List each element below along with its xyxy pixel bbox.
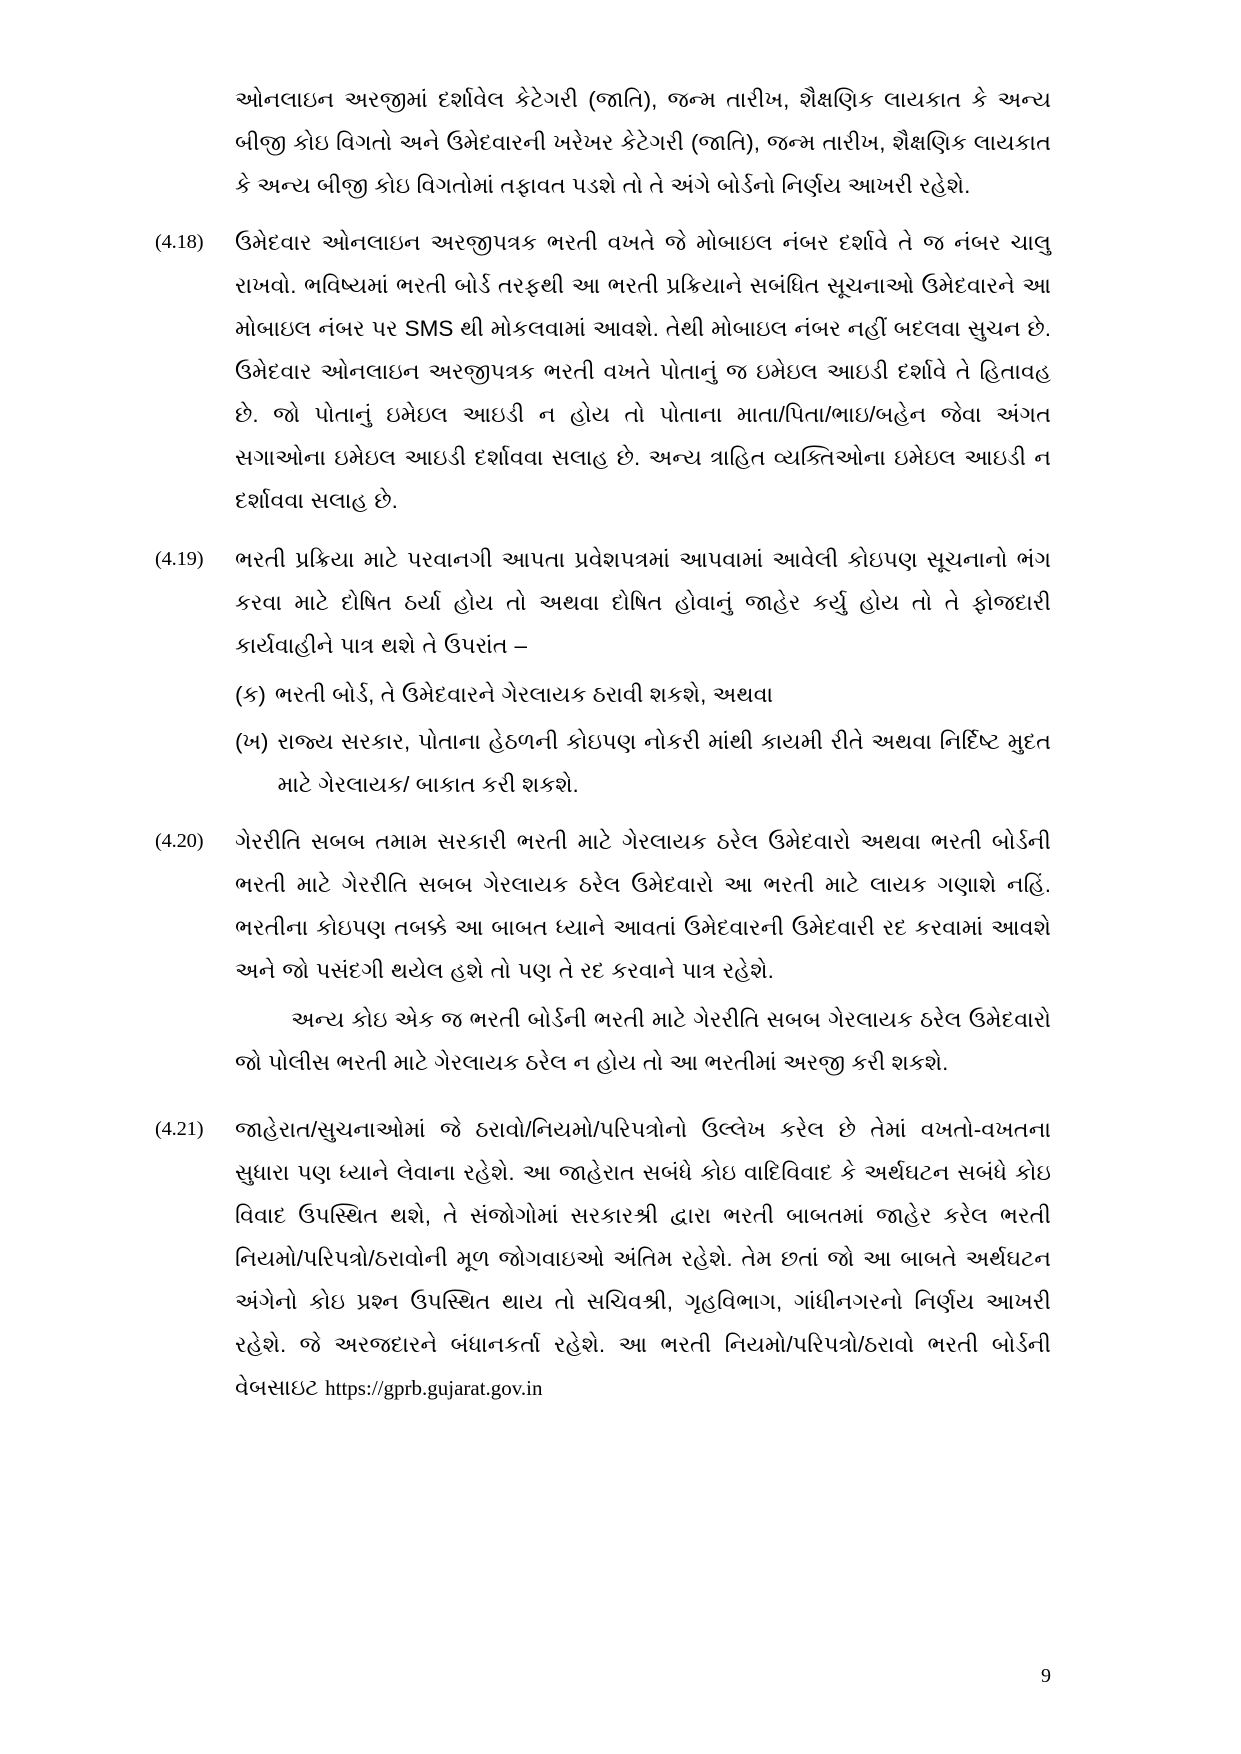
paragraph-text-4-21-wrapper xyxy=(235,1108,1051,1410)
paragraph-text-4-19: ભરતી પ્રક્રિયા માટે પરવાનગી આપતા પ્રવેશપત્રમાં આપવામાં આવેલી કોઇપણ સૂચનાનો ભંગ કરવા માટે દોષિત ઠર્યા હોય તો અથવા દોષિત હોવાનું જાહેર કર્યુ હોય તો તે ફોજદારી કાર્યવાહીને પાત્ર થશે તે ઉપરાંત – xyxy=(235,547,1051,658)
page-number: 9 xyxy=(1041,1665,1051,1687)
paragraph-text-4-21: જાહેરાત/સુચનાઓમાં જે ઠરાવો/નિયમો/પરિપત્રોનો ઉલ્લેખ કરેલ છે તેમાં વખતો-વખતના સુધારા પણ ધ્યાને લેવાના રહેશે. આ જાહેરાત સબંધે કોઇ વાદિવિવાદ કે અર્થઘટન સબંધે કોઇ વિવાદ ઉપસ્થિત થશે, તે સંજોગોમાં સરકારશ્રી દ્વારા ભરતી બાબતમાં જાહેર કરેલ ભરતી નિયમો/પરિપત્રો/ઠરાવોની મૂળ જોગવાઇઓ અંતિમ રહેશે. તેમ છતાં જો આ બાબતે અર્થઘટન અંગેનો કોઇ પ્રશ્ન ઉપસ્થિત થાય તો સચિવશ્રી, ગૃહવિભાગ, ગાંધીનગરનો નિર્ણય આખરી રહેશે. જે અરજદારને બંધાનકર્તા રહેશે. આ ભરતી નિયમો/પરિપત્રો/ઠરાવો ભરતી બોર્ડની વેબસાઇટ xyxy=(235,1117,1051,1400)
sub-item-ka xyxy=(235,673,1051,716)
spacer xyxy=(155,810,1051,820)
continued-paragraph: ઓનલાઇન અરજીમાં દર્શાવેલ કેટેગરી (જાતિ), જન્મ તારીખ, શૈક્ષણિક લાયકાત કે અન્ય બીજી કોઇ વિગતો અને ઉમેદવારની ખરેખર કેટેગરી (જાતિ), જન્મ તારીખ, શૈક્ષણિક લાયકાત કે અન્ય બીજી કોઇ વિગતોમાં તફાવત પડશે તો તે અંગે બોર્ડનો નિર્ણય આખરી રહેશે. xyxy=(235,87,1051,198)
sub-item-marker-ka: (ક) xyxy=(235,682,266,707)
paragraph-text-4-20: ગેરરીતિ સબબ તમામ સરકારી ભરતી માટે ગેરલાયક ઠરેલ ઉમેદવારો અથવા ભરતી બોર્ડની ભરતી માટે ગેરરીતિ સબબ ગેરલાયક ઠરેલ ઉમેદવારો આ ભરતી માટે લાયક ગણાશે નહિં. ભરતીના કોઇપણ તબક્કે આ બાબત ધ્યાને આવતાં ઉમેદવારની ઉમેદવારી રદ કરવામાં આવશે અને જો પસંદગી થયેલ હશે તો પણ તે રદ કરવાને પાત્ર રહેશે. xyxy=(235,829,1051,983)
page-content xyxy=(155,78,1051,1410)
paragraph-number-4-20: (4.20) xyxy=(155,830,204,852)
sub-item-kha xyxy=(235,720,1051,806)
paragraph-4-20 xyxy=(155,820,1051,992)
paragraph-text-4-18: ઉમેદવાર ઓનલાઇન અરજીપત્રક ભરતી વખતે જે મોબાઇલ નંબર દર્શાવે તે જ નંબર ચાલુ રાખવો. ભવિષ્યમાં ભરતી બોર્ડ તરફથી આ ભરતી પ્રક્રિયાને સબંધિત સૂચનાઓ ઉમેદવારને આ મોબાઇલ નંબર પર SMS થી મોકલવામાં આવશે. તેથી મોબાઇલ નંબર નહીં બદલવા સુચન છે. ઉમેદવાર ઓનલાઇન અરજીપત્રક ભરતી વખતે પોતાનું જ ઇમેઇલ આઇડી દર્શાવે તે હિતાવહ છે. જો પોતાનું ઇમેઇલ આઇડી ન હોય તો પોતાના માતા/પિતા/ભાઇ/બહેન જેવા અંગત સગાઓના ઇમેઇલ આઇડી દર્શાવવા સલાહ છે. અન્ય ત્રાહિત વ્યક્તિઓના ઇમેઇલ આઇડી ન દર્શાવવા સલાહ છે. xyxy=(235,230,1051,513)
paragraph-4-21 xyxy=(155,1108,1051,1410)
paragraph-4-20-continuation: અન્ય કોઇ એક જ ભરતી બોર્ડની ભરતી માટે ગેરરીતિ સબબ ગેરલાયક ઠરેલ ઉમેદવારો જો પોલીસ ભરતી માટે ગેરલાયક ઠરેલ ન હોય તો આ ભરતીમાં અરજી કરી શકશે. xyxy=(235,1007,1051,1075)
paragraph-4-18 xyxy=(155,221,1051,522)
paragraph-number-4-19: (4.19) xyxy=(155,548,204,570)
board-website-url: https://gprb.gujarat.gov.in xyxy=(325,1376,543,1400)
spacer xyxy=(155,1098,1051,1108)
paragraph-4-19 xyxy=(155,538,1051,667)
sub-item-text-ka: ભરતી બોર્ડ, તે ઉમેદવારને ગેરલાયક ઠરાવી શકશે, અથવા xyxy=(274,682,774,707)
sub-item-text-kha: રાજ્ય સરકાર, પોતાના હેઠળની કોઇપણ નોકરી માંથી કાયમી રીતે અથવા નિર્દિષ્ટ મુદત માટે ગેરલાયક/ બાકાત કરી શકશે. xyxy=(277,729,1051,797)
spacer xyxy=(155,528,1051,538)
paragraph-number-4-21: (4.21) xyxy=(155,1118,204,1140)
paragraph-number-4-18: (4.18) xyxy=(155,231,204,253)
sub-item-marker-kha: (ખ) xyxy=(235,729,269,754)
